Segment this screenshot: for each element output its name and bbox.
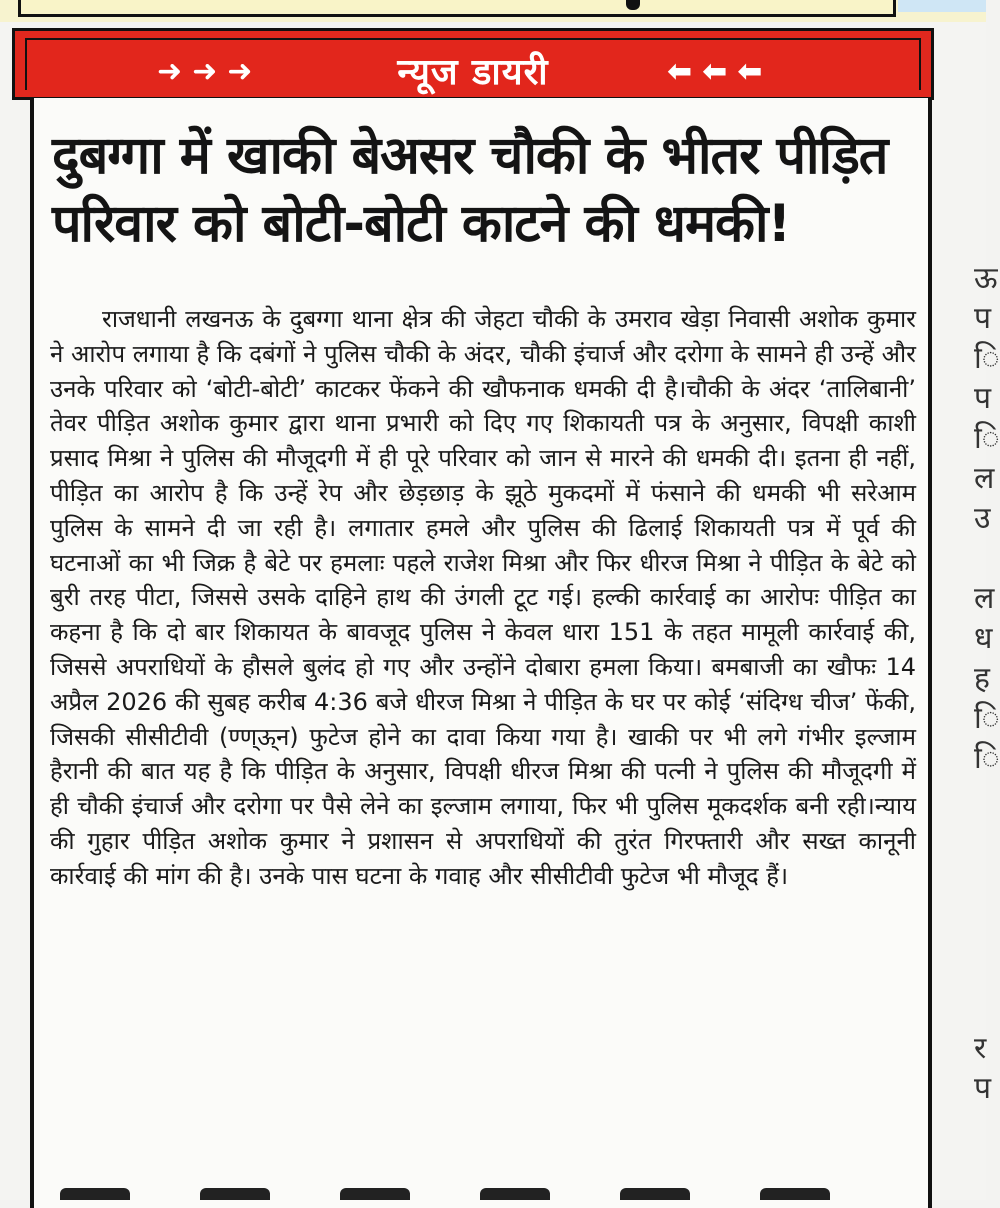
side-text-fragment: ध	[974, 621, 993, 656]
side-text-fragment: ि	[974, 741, 1000, 776]
side-text-fragment: ि	[974, 421, 1000, 456]
side-text-fragment: ि	[974, 341, 1000, 376]
adjacent-ad-fragment	[898, 0, 986, 12]
side-text-fragment: र	[974, 1031, 987, 1066]
previous-article-edge	[0, 0, 986, 22]
cut-glyph	[620, 1188, 690, 1200]
section-title: न्यूज डायरी	[397, 52, 549, 93]
cut-glyph	[340, 1188, 410, 1200]
side-text-fragment: ऊ	[974, 261, 998, 296]
cut-glyph	[760, 1188, 830, 1200]
cut-glyph	[200, 1188, 270, 1200]
section-banner	[12, 28, 934, 100]
cut-glyph	[480, 1188, 550, 1200]
left-arrows-icon: ⬅⬅⬅	[667, 54, 773, 89]
article-box	[30, 98, 932, 1208]
next-headline-fragment	[60, 1188, 920, 1200]
article-body: राजधानी लखनऊ के दुबग्गा थाना क्षेत्र की जेहटा चौकी के उमराव खेड़ा निवासी अशोक कुमार ने आरोप लगाया है कि दबंगों ने पुलिस चौकी के अंदर, चौकी इंचार्ज और दरोगा के सामने ही उन्हें और उनके परिवार को ‘बोटी-बोटी’ काटकर फेंकने की खौफनाक धमकी दी है।चौकी के अंदर ‘तालिबानी’ तेवर पीड़ित अशोक कुमार द्वारा थाना प्रभारी को दिए गए शिकायती पत्र के अनुसार, विपक्षी काशी प्रसाद मिश्रा ने पुलिस की मौजूदगी में ही पूरे परिवार को जान से मारने की धमकी दी। इतना ही नहीं, पीड़ित का आरोप है कि उन्हें रेप और छेड़छाड़ के झूठे मुकदमों में फंसाने की धमकी भी सरेआम पुलिस के सामने दी जा रही है। लगातार हमले और पुलिस की ढिलाई शिकायती पत्र में पूर्व की घटनाओं का भी जिक्र है बेटे पर हमलाः पहले राजेश मिश्रा और फिर धीरज मिश्रा ने पीड़ित के बेटे को बुरी तरह पीटा, जिससे उसके दाहिने हाथ की उंगली टूट गई। हल्की कार्रवाई का आरोपः पीड़ित का कहना है कि दो बार शिकायत के बावजूद पुलिस ने केवल धारा 151 के तहत मामूली कार्रवाई की, जिससे अपराधियों के हौसले बुलंद हो गए और उन्होंने दोबारा हमला किया। बमबाजी का खौफः 14 अप्रैल 2026 की सुबह करीब 4:36 बजे धीरज मिश्रा ने पीड़ित के घर पर कोई ‘संदिग्ध चीज’ फेंकी, जिसकी सीसीटीवी (ण्ण्ऊ्न) फुटेज होने का दावा किया गया है। खाकी पर भी लगे गंभीर इल्जाम हैरानी की बात यह है कि पीड़ित के अनुसार, विपक्षी धीरज मिश्रा की पत्नी ने पुलिस की मौजूदगी में ही चौकी इंचार्ज और दरोगा पर पैसे लेने का इल्जाम लगाया, फिर भी पुलिस मूकदर्शक बनी रही।न्याय की गुहार पीड़ित अशोक कुमार ने प्रशासन से अपराधियों की तुरंत गिरफ्तारी और सख्त कानूनी कार्रवाई की मांग की है। उनके पास घटना के गवाह और सीसीटीवी फुटेज भी मौजूद हैं।	[50, 305, 916, 890]
side-text-fragment: ि	[974, 701, 1000, 736]
side-text-fragment: ल	[974, 461, 995, 496]
section-banner-inner	[25, 38, 921, 93]
side-text-fragment: ह	[974, 661, 990, 696]
right-arrows-icon: ➜➜➜	[157, 54, 263, 89]
side-text-fragment: प	[974, 301, 992, 336]
side-text-fragment: प	[974, 381, 992, 416]
article-headline: दुबग्गा में खाकी बेअसर चौकी के भीतर पीड़ित परिवार को बोटी-बोटी काटने की धमकी!	[52, 126, 888, 254]
cut-glyph	[60, 1188, 130, 1200]
previous-article-glyph-fragment	[626, 0, 640, 10]
side-text-fragment: ल	[974, 581, 995, 616]
previous-article-border	[18, 0, 896, 17]
side-text-fragment: प	[974, 1071, 992, 1106]
side-text-fragment: उ	[974, 501, 991, 536]
adjacent-column-fragment	[942, 60, 1000, 1200]
